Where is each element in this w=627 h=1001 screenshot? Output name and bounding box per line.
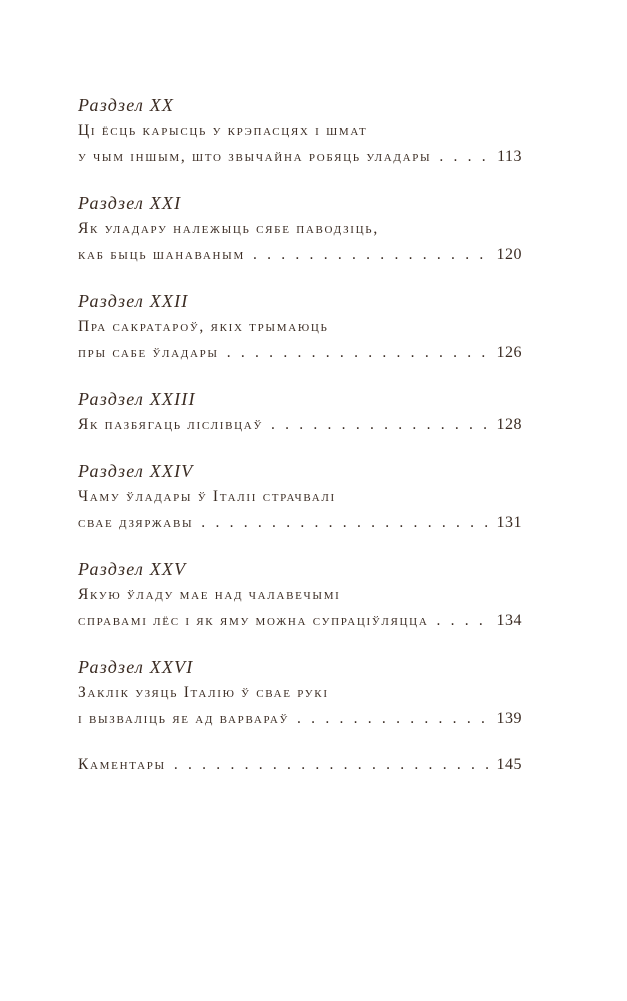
toc-entry-commentary [78,752,522,778]
page-number: 131 [496,514,522,531]
chapter-title-last-line [78,706,522,732]
table-of-contents [78,92,522,798]
chapter-heading: Раздзел XXVI [78,657,194,677]
chapter-title-text: у чым іншым, што звычайна робяць уладары [78,148,432,165]
toc-entry-chapter-22 [78,288,522,366]
page-number: 120 [496,246,522,263]
chapter-title-text: Як пазбягаць ліслівцаў [78,416,263,433]
chapter-title-line: Чаму ўладары ў Італіі страчвалі [78,488,336,505]
chapter-title-last-line [78,412,522,438]
dot-leader [253,242,491,268]
chapter-heading: Раздзел XXII [78,291,189,311]
chapter-title-text: і вызваліць яе ад варвараў [78,710,290,727]
commentary-line [78,752,522,778]
toc-entry-chapter-20 [78,92,522,170]
toc-entry-chapter-26 [78,654,522,732]
chapter-title-line: Заклік узяць Італію ў свае рукі [78,684,329,701]
dot-leader [201,510,490,536]
chapter-title-text: справамі лёс і як яму можна супрацiўляцца [78,612,429,629]
chapter-title-last-line [78,510,522,536]
dot-leader [271,412,491,438]
page-number: 126 [496,344,522,361]
chapter-title-line: Ці ёсць карысць у крэпасцях і шмат [78,122,368,139]
chapter-title-last-line [78,340,522,366]
page-number: 145 [496,756,522,773]
chapter-title-last-line [78,608,522,634]
dot-leader [439,144,491,170]
dot-leader [174,752,491,778]
toc-entry-chapter-21 [78,190,522,268]
chapter-title-text: каб быць шанаваным [78,246,245,263]
chapter-title-text: пры сабе ўладары [78,344,219,361]
chapter-title-line: Пра сакратароў, якіх трымаюць [78,318,329,335]
chapter-heading: Раздзел XXI [78,193,182,213]
toc-entry-chapter-25 [78,556,522,634]
page-number: 113 [497,148,522,165]
page-number: 139 [496,710,522,727]
chapter-title-line: Якую ўладу мае над чалавечымі [78,586,341,603]
chapter-heading: Раздзел XXIII [78,389,196,409]
chapter-heading: Раздзел XX [78,95,175,115]
chapter-title-last-line [78,144,522,170]
toc-entry-chapter-24 [78,458,522,536]
chapter-title-line: Як уладару належыць сябе паводзіць, [78,220,379,237]
chapter-title-last-line [78,242,522,268]
page-number: 128 [496,416,522,433]
commentary-label: Каментары [78,756,166,773]
dot-leader [297,706,490,732]
chapter-title-text: свае дзяржавы [78,514,194,531]
chapter-heading: Раздзел XXIV [78,461,194,481]
toc-entry-chapter-23 [78,386,522,438]
chapter-heading: Раздзел XXV [78,559,187,579]
page-number: 134 [496,612,522,629]
dot-leader [227,340,491,366]
dot-leader [436,608,490,634]
